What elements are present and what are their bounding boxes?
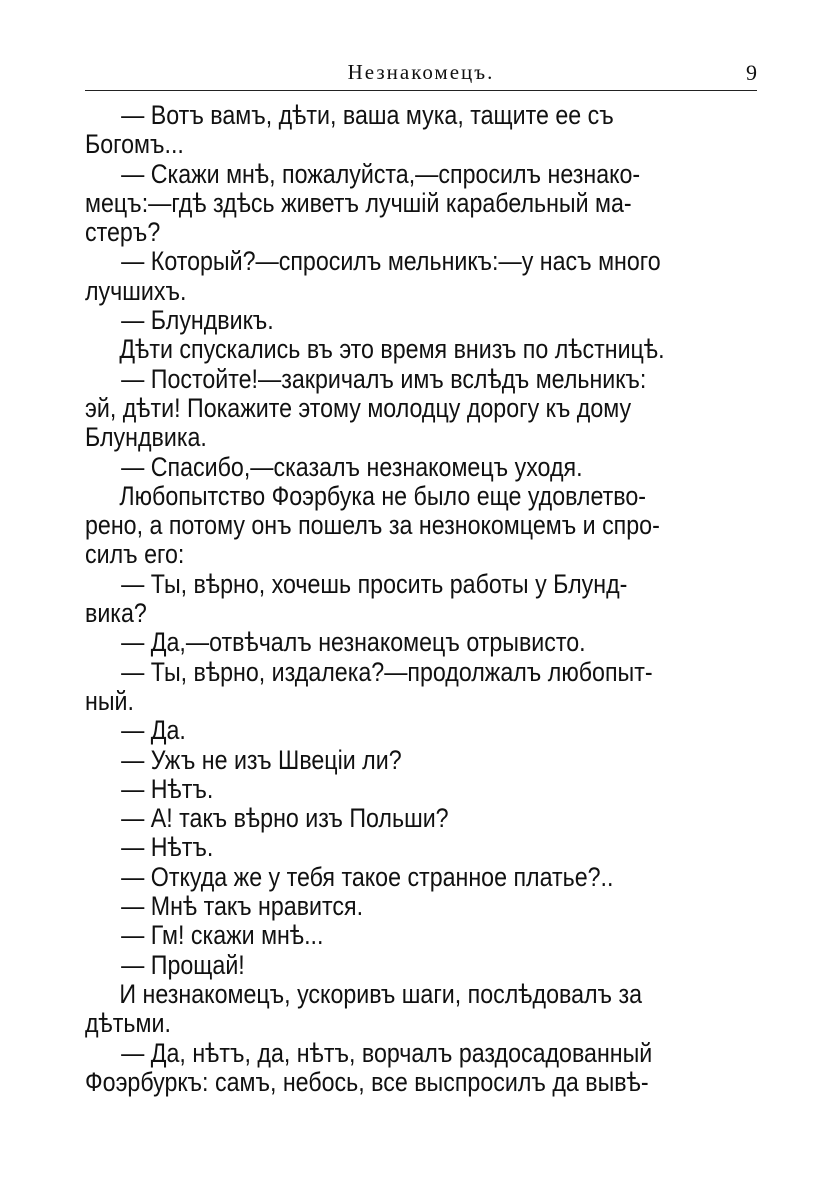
- text-line: — Постойте!—закричалъ имъ вслѣдъ мельникъ:: [121, 363, 647, 394]
- text-line: лучшихъ.: [85, 275, 187, 306]
- text-line: эй, дѣти! Покажите этому молодцу дорогу къ дому: [85, 392, 632, 423]
- text-line: — Гм! скажи мнѣ...: [121, 920, 324, 951]
- text-line: — Который?—спросилъ мельникъ:—у насъ много: [121, 246, 661, 277]
- text-line: — Ты, вѣрно, издалека?—продолжалъ любопыт-: [121, 656, 653, 687]
- text-line: — Мнѣ такъ нравится.: [121, 891, 364, 922]
- text-line: — Вотъ вамъ, дѣти, ваша мука, тащите ее съ: [121, 100, 614, 130]
- text-line: И незнакомецъ, ускоривъ шаги, послѣдовалъ за: [119, 978, 643, 1009]
- text-line: ный.: [85, 685, 134, 716]
- text-line: — Да,—отвѣчалъ незнакомецъ отрывисто.: [121, 627, 586, 658]
- book-page: [85, 56, 757, 1136]
- body-text: [85, 101, 757, 1097]
- text-line: — А! такъ вѣрно изъ Польши?: [121, 803, 449, 834]
- running-title: Незнакомецъ.: [347, 60, 495, 84]
- running-header: [85, 56, 757, 91]
- text-line: силъ его:: [85, 539, 185, 570]
- text-line: Любопытство Фоэрбука не было еще удовлетво-: [119, 480, 646, 511]
- text-line: Дѣти спускались въ это время внизъ по лѣстницѣ.: [119, 334, 665, 365]
- text-line: — Да, нѣтъ, да, нѣтъ, ворчалъ раздосадованный: [121, 1037, 653, 1068]
- text-line: — Скажи мнѣ, пожалуйста,—спросилъ незнако-: [121, 158, 641, 189]
- text-line: Блундвика.: [85, 422, 207, 453]
- text-line: вика?: [85, 598, 147, 629]
- text-line: — Ты, вѣрно, хочешь просить работы у Блунд-: [121, 568, 628, 599]
- text-line: — Ужъ не изъ Швеціи ли?: [121, 744, 402, 775]
- text-line: — Нѣтъ.: [121, 832, 214, 863]
- text-line: — Прощай!: [121, 949, 245, 980]
- text-line: — Нѣтъ.: [121, 773, 214, 804]
- text-line: дѣтьми.: [85, 1008, 171, 1039]
- text-line: — Спасибо,—сказалъ незнакомецъ уходя.: [121, 451, 583, 482]
- text-line: рено, а потому онъ пошелъ за незнокомцемъ и спро-: [85, 510, 660, 541]
- text-line: — Откуда же у тебя такое странное платье?..: [121, 861, 614, 892]
- text-line: стеръ?: [85, 217, 161, 248]
- text-line: Богомъ...: [85, 129, 184, 160]
- text-line: мецъ:—гдѣ здѣсь живетъ лучшій карабельный ма-: [85, 187, 632, 218]
- text-line: Фоэрбуркъ: самъ, небось, все выспросилъ да вывѣ-: [85, 1066, 649, 1097]
- page-number: 9: [746, 60, 757, 85]
- text-line: — Да.: [121, 715, 186, 746]
- text-line: — Блундвикъ.: [121, 305, 274, 336]
